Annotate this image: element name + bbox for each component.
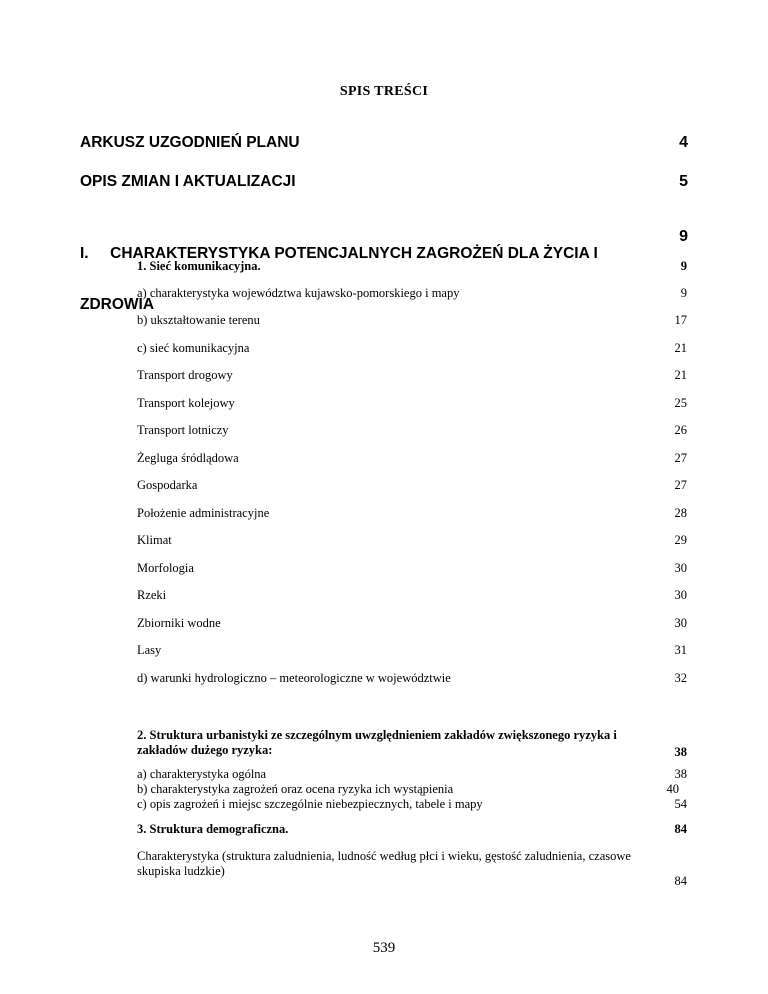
- toc-entry[interactable]: [137, 451, 687, 466]
- toc-section-title-line2: zakładów dużego ryzyka:: [137, 743, 273, 757]
- toc-page-number: 30: [674, 616, 687, 630]
- toc-entry-label: Żegluga śródlądowa: [137, 451, 239, 465]
- toc-entry-label: b) charakterystyka zagrożeń oraz ocena ryzyka ich wystąpienia: [137, 782, 454, 796]
- toc-page-number: 17: [674, 313, 687, 327]
- toc-entry-label: Lasy: [137, 643, 162, 657]
- toc-entry-label: c) opis zagrożeń i miejsc szczególnie niebezpiecznych, tabele i mapy: [137, 797, 483, 811]
- toc-page-number: 27: [674, 478, 687, 492]
- toc-entry-label: Położenie administracyjne: [137, 506, 270, 520]
- toc-heading-label-line1: I. CHARAKTERYSTYKA POTENCJALNYCH ZAGROŻEŃ DLA ŻYCIA I: [80, 245, 598, 262]
- toc-entry[interactable]: [137, 423, 687, 438]
- toc-page-number: 30: [674, 561, 687, 575]
- toc-page-number: 28: [674, 506, 687, 520]
- toc-entry-label: Morfologia: [137, 561, 194, 575]
- toc-entry[interactable]: [137, 588, 687, 603]
- toc-section-title: 1. Sieć komunikacyjna.: [137, 259, 261, 273]
- page-title: SPIS TREŚCI: [339, 84, 429, 99]
- toc-entry[interactable]: [137, 643, 687, 658]
- toc-entry[interactable]: [137, 797, 687, 812]
- toc-page-number: 4: [679, 134, 688, 151]
- toc-page-number: 29: [674, 533, 687, 547]
- toc-section-title-line1: 2. Struktura urbanistyki ze szczególnym uwzględnieniem zakładów zwiększonego ryzyka i: [137, 728, 617, 742]
- toc-entry[interactable]: [137, 506, 687, 521]
- toc-page-number: 9: [680, 259, 687, 273]
- toc-entry-label: Transport kolejowy: [137, 396, 235, 410]
- toc-section-3[interactable]: [137, 822, 687, 837]
- toc-entry[interactable]: [137, 533, 687, 548]
- toc-page-number: 25: [674, 396, 687, 410]
- toc-entry-label: c) sieć komunikacyjna: [137, 341, 250, 355]
- toc-entry[interactable]: [137, 286, 687, 301]
- toc-page-number: 26: [674, 423, 687, 437]
- toc-page-number: 32: [674, 671, 687, 685]
- toc-entry-label: Rzeki: [137, 588, 167, 602]
- toc-entry-label: b) ukształtowanie terenu: [137, 313, 260, 327]
- toc-page-number: 40: [666, 782, 679, 796]
- toc-page-number: 54: [674, 797, 687, 811]
- toc-section-1[interactable]: [137, 259, 687, 274]
- toc-section-3-desc[interactable]: [137, 849, 687, 888]
- toc-page-number: 30: [674, 588, 687, 602]
- toc-entry-label: Zbiorniki wodne: [137, 616, 221, 630]
- toc-entry[interactable]: [137, 341, 687, 356]
- toc-page-number: 38: [674, 767, 687, 781]
- toc-page-number: 5: [679, 173, 688, 190]
- toc-entry-label: d) warunki hydrologiczno – meteorologiczne w województwie: [137, 671, 451, 685]
- toc-heading-label: OPIS ZMIAN I AKTUALIZACJI: [80, 173, 296, 190]
- toc-entry-label: Klimat: [137, 533, 172, 547]
- toc-page-number: 31: [674, 643, 687, 657]
- toc-entry[interactable]: [137, 782, 687, 797]
- toc-entry-label-line2: skupiska ludzkie): [137, 864, 225, 878]
- page-number-footer: 539: [372, 940, 396, 956]
- toc-heading-opis-zmian[interactable]: [80, 173, 688, 191]
- toc-page-number: 84: [674, 822, 687, 836]
- toc-entry-label: Transport lotniczy: [137, 423, 229, 437]
- toc-entry-label: Gospodarka: [137, 478, 198, 492]
- toc-heading-label: ARKUSZ UZGODNIEŃ PLANU: [80, 134, 300, 151]
- toc-entry[interactable]: [137, 478, 687, 493]
- toc-entry[interactable]: [137, 671, 687, 686]
- toc-entry-label-line1: Charakterystyka (struktura zaludnienia, ludność według płci i wieku, gęstość zaludnienia, czasowe: [137, 849, 631, 863]
- toc-heading-arkusz[interactable]: [80, 134, 688, 152]
- toc-entry[interactable]: [137, 368, 687, 383]
- toc-page-number: 27: [674, 451, 687, 465]
- toc-entry[interactable]: [137, 561, 687, 576]
- toc-entry-label: a) charakterystyka ogólna: [137, 767, 267, 781]
- toc-page-number: 21: [674, 341, 687, 355]
- toc-heading-label-line2: ZDROWIA: [80, 296, 155, 313]
- toc-entry-label: Transport drogowy: [137, 368, 233, 382]
- toc-entry[interactable]: [137, 616, 687, 631]
- toc-section-2-entries: [137, 767, 687, 812]
- toc-section-title: 3. Struktura demograficzna.: [137, 822, 289, 836]
- toc-section-2[interactable]: [137, 728, 687, 758]
- toc-entry-label: a) charakterystyka województwa kujawsko-pomorskiego i mapy: [137, 286, 460, 300]
- toc-page-number: 9: [680, 286, 687, 300]
- toc-page-number: 38: [674, 745, 687, 759]
- toc-entry[interactable]: [137, 396, 687, 411]
- toc-page-number: 21: [674, 368, 687, 382]
- toc-entry[interactable]: [137, 313, 687, 328]
- toc-page-number: 9: [679, 228, 688, 245]
- toc-page-number: 84: [674, 874, 687, 888]
- toc-entry[interactable]: [137, 767, 687, 782]
